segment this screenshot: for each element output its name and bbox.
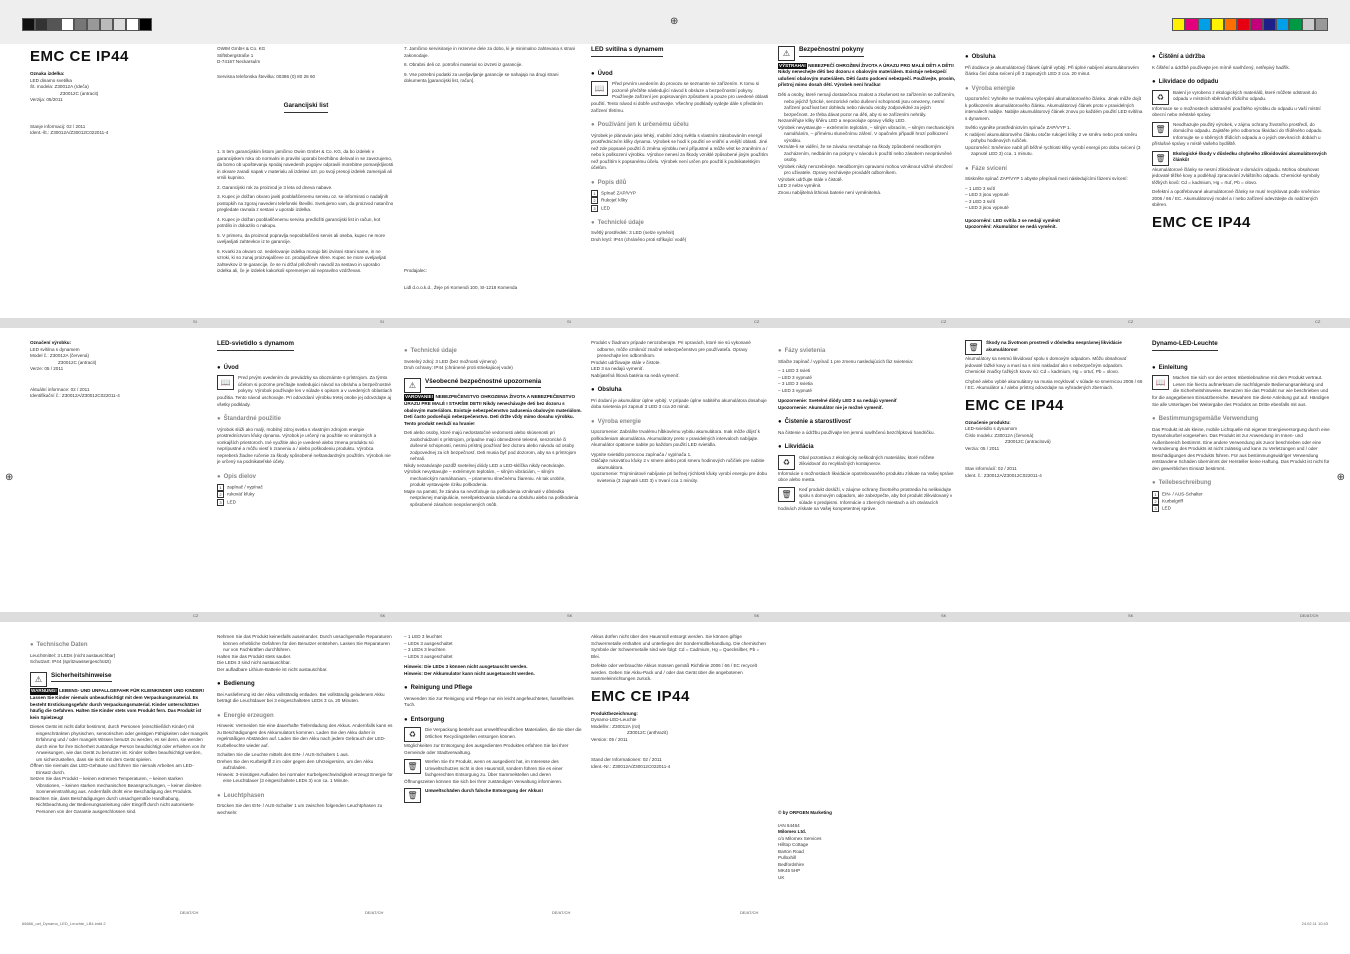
page-cz-operation: [965, 46, 1143, 316]
warranty-item: 8. Obrabni deli oz. potrošni material so izvzeti iz garancije.: [404, 62, 523, 68]
step-item: Schalten Sie die Leuchte mittels des EIN- / AUS-Schalters 1 aus.: [217, 752, 350, 758]
warranty-item: 2. Garancijski rok za proizvod je 3 leta od dneva nabave.: [217, 184, 333, 190]
tech-key: Leuchtmittel:: [30, 652, 57, 658]
cleaning-text: Verwenden Sie zur Reinigung und Pflege nur ein leicht angefeuchtetes, fusselfreies Tuch.: [404, 695, 574, 708]
battery-warning-heading: Ekologické škody v důsledku chybného zlikvidování akumulátorových článků!: [1173, 150, 1327, 163]
address-line: Pulloxhill: [778, 855, 797, 861]
print-slug-right: 24.02.11 10:43: [1301, 921, 1328, 926]
safety-bullet: Nabíjateľná lítiová batéria sa nedá vymeniť.: [591, 372, 680, 378]
part-row: [1152, 491, 1330, 498]
page-distributor: [778, 634, 956, 910]
model-value: Z30012A (rdeča): [54, 84, 89, 90]
phase-text: Stlačte zapínač / vypínač 1 pre zmenu nasledujúcich fáz svietenia:: [778, 358, 914, 364]
tech-value: IP44 (chráněno proti stříkající vodě): [613, 236, 687, 242]
disposal-text: Möglichkeiten zur Entsorgung des ausgedienten Produktes erfahren Sie bei Ihrer Gemeinde oder Stadtverwaltung.: [404, 743, 569, 755]
page-de-intro: [1152, 340, 1330, 610]
part-name: LED: [227, 499, 236, 505]
band-label: CZ: [941, 319, 947, 324]
warning-triangle-icon: ⚠: [778, 46, 795, 61]
safety-bullet: Halten Sie das Produkt stets sauber.: [217, 653, 292, 659]
page-de-product-info: [591, 634, 769, 910]
safety-bullet: Der aufladbare Lithium-Batterie ist nicht austauschbar.: [217, 666, 328, 672]
safety-bullet: Dieses Gerät ist nicht dafür bestimmt, durch Personen (einschließlich Kinder) mit eingeschränkten physischen, sensorischen oder geistigen Fähigkeiten oder mangels Erfahrung und / oder mangels Wissen benutzt zu werden, es sei denn, sie werden durch eine für ihre Sicherheit zuständige Person beaufsichtigt oder erhielten von ihr Anweisungen, wie das Gerät zu benutzen ist. Kinder sollten beaufsichtigt werden, um sicherzustellen, dass sie nicht mit dem Gerät spielen.: [30, 724, 208, 762]
band-label: DE/AT/CH: [180, 910, 199, 915]
section-band: [0, 318, 1350, 328]
crossed-bin-icon: 🗑: [404, 788, 421, 803]
page-de-disposal: [404, 634, 582, 910]
safety-bullet: Výrobek udržujte stále v čistotě.: [778, 176, 843, 182]
heading-intro: ● Úvod: [591, 70, 769, 79]
version-label: Verzija:: [30, 97, 46, 103]
warning-triangle-icon: ⚠: [404, 378, 421, 393]
disposal-text: Informácie o možnostiach likvidácie opotrebovaného produktu získate na Vašej správe obce alebo mesta.: [778, 470, 954, 483]
intro-text: Pred prvým uvedením do prevádzky sa oboznámte s prístrojom. Za týmto účelom si pozorne prečítajte nasledujúci návod na obsluhu a bezpečnostné pokyny. Výrobok používajte len v súlade s opisom a v uvedených oblastiach použitia. Tento návod uschovajte. Pri odovzdaní výrobku tretej osobe jej odovzdajte aj všetky podklady.: [217, 375, 393, 407]
manual-book-icon: 📖: [217, 375, 234, 390]
section-title: Bezpečnostní pokyny: [799, 46, 864, 57]
band-label: CZ: [1315, 319, 1321, 324]
version-value: 05 / 2011: [44, 366, 64, 372]
part-row: [591, 190, 769, 197]
band-label: SK: [754, 613, 760, 618]
cleaning-text: Na čistenie a údržbu používajte len jemnú navlhčenú bezchĺpkovú handričku.: [778, 429, 935, 435]
tech-value: 3 LED (bez možnosti výmeny): [435, 358, 497, 364]
safety-bullet: Deti alebo osoby, ktoré majú nedostatočné vedomosti alebo skúsenosti pri zaobchádzaní s prístrojom, prípadne majú obmedzené telesné, senzorické či duševné schopnosti, nesmú prístroj používať bez dozoru alebo návodu od osoby zodpovednej za ich bezpečnosť. Deti musia byť pod dozorom, aby sa s prístrojom nehrali.: [404, 430, 577, 462]
tech-value: IP44 (chránené proti striekajúcej vode): [434, 365, 513, 371]
model-label: Modellnr.:: [591, 723, 611, 729]
phase-item: – 3 LEDs 3 leuchten: [404, 647, 446, 653]
version-label: Version:: [591, 736, 608, 742]
warning-text: NEBEZPEČÍ OHROŽENÍ ŽIVOTA A ÚRAZU PRO MALÉ DĚTI A DĚTI! Nikdy nenechejte děti bez dozoru s obalovým materiálem. Existuje nebezpečí udušení obalovým materiálem. Děti často podcení nebezpečí. Používejte, prosím, přístroj mimo dosah dětí. Výrobek není hračka!: [778, 62, 956, 88]
model-value: Z30012C (antracit): [60, 90, 99, 96]
battery-warning-heading: Škody na životnom prostredí v dôsledku nesprávnej likvidácie akumulátorov!: [986, 340, 1122, 352]
heading-tech: ● Technické údaje: [591, 219, 769, 228]
band-label: SK: [941, 613, 947, 618]
part-number: 2: [591, 197, 598, 204]
phase-item: – 3 LED 3 svietia: [778, 381, 813, 387]
battery-text: Defekte oder verbrauchte Akkus müssen gemäß Richtlinie 2006 / 66 / EC recycelt werden. Geben Sie Akku-Pack und / oder das Gerät über die angebotenen Sammeleinrichtungen zurück.: [591, 663, 757, 682]
operation-text: Při dodávce je akumulátorový článek úplně vybitý. Při úplné nabíjení akumulátorovém článku činí doba svícení při 3 zapnutých LED 3 cca. 20 minut.: [965, 64, 1139, 77]
emc-ce-ip44-mark: EMC CE IP44: [965, 396, 1064, 414]
part-name: EIN- / AUS-Schalter: [1162, 491, 1203, 497]
step-item: Upozornenie: Trojminútové nabíjanie pri bežnej rýchlosti kľuky vyrobí energiu pre dobu svietenia (3 zapnuté LED 3) v trvaní cca 1 minúty.: [591, 471, 767, 483]
warranty-item: 4. Kupec je dolžan pooblaščenemu servisu predložiti garancijski list in račun, kot potrdilo in dokazilo o nakupu.: [217, 216, 381, 229]
page-sk-operation: [591, 340, 769, 610]
phase-item: – 1 LED 3 svítí: [965, 185, 996, 191]
page-si-warranty-cont: [404, 46, 582, 316]
battery-text: Akumulátory sa nesmú likvidovať spolu s domovým odpadom. Môžu obsahovať jedovaté ťažké kovy a musí sa s nimi nakladať ako s nebezpečným odpadom. Chemické značky ťažkých kovov sú: Cd = kadmium, Hg = ortuť, Pb = olovo.: [965, 356, 1127, 375]
step-item: Upozornění: Směrnice nabít při běžné rychlosti klíky vyrobí energii pro dobu svícení (3 zapnuté LED 3) cca. 1 minutu.: [965, 144, 1141, 157]
heading-parts: ● Teilebeschreibung: [1152, 479, 1330, 488]
address-line: UK: [778, 874, 785, 880]
heading-tech: ● Technické údaje: [404, 347, 582, 356]
energy-text: Upozornenie: Zabráňte trvalému hĺbkovému vybitiu akumulátora. Inak môže dôjsť k poškodeniam akumulátora. Akumulátory preto v pravidelných intervaloch nabíjajte. Akumulátor opätovne nabite po každom použití LED svietidla.: [591, 429, 760, 448]
phase-item: – LED 3 jsou vypnuté: [965, 205, 1009, 211]
manual-book-icon: 📖: [1152, 375, 1169, 390]
info-status: Stanje informacij: 02 / 2011: [30, 123, 86, 129]
heading-energy: ● Energie erzeugen: [217, 712, 395, 721]
tech-row: [591, 237, 769, 244]
ident-number: Ident. č.: Z30012A/Z30012C022011-4: [965, 473, 1042, 478]
disposal-text: Informace se o možnostech odstranění použitého výrobku do odpadu u Vaší místní obecní nebo městské správy.: [1152, 105, 1321, 118]
safety-bullet: Setzen Sie das Produkt – keinen extremen Temperaturen, – keinen starken Vibrationen, – keinen starken mechanischen Beanspruchungen, – keiner direkten Sonneneinstrahlung aus. Andernfalls droht eine Beschädigung des Produkts.: [30, 776, 202, 795]
part-row: [591, 197, 769, 204]
product-label: Produktbezeichnung:: [591, 710, 638, 716]
importer-address: Lidl d.o.o.k.d., Žeje pri Komendi 100, SI-1218 Komenda: [404, 285, 518, 291]
part-number: 3: [1152, 505, 1159, 512]
safety-bullet: Nezaměřujte klíky šňěru LED a nepovolujte opravy vlídky LED.: [778, 118, 906, 124]
model-value: Z30012C (antracitová): [1005, 439, 1051, 445]
band-label: SK: [1128, 613, 1134, 618]
recycle-icon: ♻: [778, 455, 795, 470]
part-row: [217, 484, 395, 491]
note-text: Upozornenie: Svetelné diódy LED 3 sa nedajú vymeniť: [778, 398, 898, 404]
address-line: c/o Milomex Services: [778, 835, 822, 841]
safety-bullet: Děti a osoby, které nemají dostatečnou znalost a zkušenost se zařízením se zařízením, nebo jejichž fyzické, senzorické nebo duševní schopnosti jsou omezeny, nesmí zařízení používat bez dohledu nebo návodu osoby zodpovědné za jejich bezpečnost. Je třeba dávat pozor na děti, aby si se zařízením nehrály.: [778, 92, 956, 117]
heading-operation: ● Obsluha: [965, 53, 1143, 62]
address-line: Hilltop Cottage: [778, 842, 809, 848]
registration-mark-icon: ⊕: [1336, 472, 1345, 483]
phase-item: – 3 LED 3 svítí: [965, 198, 996, 204]
cleaning-text: K čištění a údržbě používejte jen mírně navlhčený, netřepivý hadřík.: [1152, 64, 1290, 70]
part-name: zapínač / vypínač: [227, 484, 263, 490]
product-label: Oznaka izdelka:: [30, 71, 65, 77]
safety-bullet: LED 3 nelze vyměnit.: [778, 183, 822, 189]
part-number: 1: [217, 484, 224, 491]
safety-bullet: LED 3 sa nedajú vymeniť.: [591, 366, 644, 372]
company-name: Milomex Ltd.: [778, 829, 807, 835]
page-sk-phases: [778, 340, 956, 610]
part-name: Kurbelgriff: [1162, 498, 1183, 504]
part-number: 1: [591, 190, 598, 197]
step-item: Světlo vypněte prostřednictvím spínače ZAP/VYP 1.: [965, 125, 1071, 131]
phase-item: – LED 3 jsou vypnuté: [965, 192, 1009, 198]
note-text: Upozornění: LED svítila 3 se nedají vyměnit: [965, 217, 1060, 223]
step-item: Drehen Sie den Kurbelgriff 2 im oder gegen den Uhrzeigersinn, um den Akku aufzuladen.: [217, 758, 374, 771]
heading-cleaning: ● Čistenie a starostlivosť: [778, 418, 956, 427]
part-name: Rukojeť klíky: [601, 198, 628, 204]
page-de-operation: [217, 634, 395, 910]
disposal-text: Werfen Sie Ihr Produkt, wenn es ausgedient hat, im Interesse des Umweltschutzes nicht in den Hausmüll, sondern führen Sie es einer fachgerechten Entsorgung zu. Über Sammelstellen und deren Öffnungszeiten können Sie sich bei Ihrer zuständigen Verwaltung informieren.: [404, 759, 563, 784]
heading-operation: ● Obsluha: [591, 386, 769, 395]
safety-bullet: Výrobek nevystavujte – extrémním teplotám, – silným vibracím, – silným mechanickým namáháním, – přímému slunečnímu záření. V opačném případě hrozí poškození výrobku.: [778, 124, 955, 143]
page-cz-intro: [591, 46, 769, 316]
warning-text: LEBENS- UND UNFALLGEFAHR FÜR KLEINKINDER UND KINDER! Lassen Sie Kinder niemals unbeaufsichtigt mit dem Verpackungsmaterial. Es besteht Erstickungsgefahr durch Verpackungsmaterial. Kinder unterschätzen häufig die Gefahren. Halten Sie Kinder stets vom Produkt fern. Das Produkt ist kein Spielzeug!: [30, 688, 205, 720]
heading-cleaning: ● Reinigung und Pflege: [404, 684, 582, 693]
color-swatches-left: [22, 18, 152, 31]
part-row: [217, 491, 395, 498]
part-number: 2: [217, 491, 224, 498]
recycle-icon: ♻: [1152, 90, 1169, 105]
section-band: [0, 909, 1350, 917]
battery-text: Defektní a opotřebované akumulátorové články se musí recyklovat podle směrnice 2006 / 66 / EC. Akumulátorový model a / nebo zařízení odevzdejte do nabízených sběren.: [1152, 189, 1320, 208]
part-row: [591, 205, 769, 212]
address-line: D-74167 Neckarsulm: [217, 59, 261, 65]
part-name: Spínač ZAP/VYP: [601, 190, 636, 196]
product-name: Dynamo-LED-Leuchte: [591, 717, 637, 723]
band-label: SK: [567, 613, 573, 618]
step-item: Vypnite svietidlo pomocou zapínača / vypínača 1.: [591, 451, 692, 457]
safety-bullet: Výrobek nikdy nerozebírejte. Neodborným opravami mohou vzniknout vážné ohrožení pro uživatele. Opravy nechávejte provádět odborníkem.: [778, 163, 953, 176]
band-label: CZ: [754, 319, 760, 324]
battery-warning-heading: Umweltschäden durch falsche Entsorgung der Akkus!: [425, 788, 544, 794]
safety-bullet: Veznáte-li se vidění, že se závuku nevztahuje na škody způsobené neodborným zacházením, nedbáním na pokyny v návodu k použití nebo zásahem neoprávněné osoby.: [778, 144, 952, 163]
warranty-item: 3. Kupec je dolžan okvaro javiti pooblaščenemu servisu oz. se informirati o nadaljnih postopkih na zgoraj navedeni telefonski številki. Svetujemo vam, da proizvod natančno pregledate ravnala z sestavi v uporabi izdelka.: [217, 194, 394, 213]
heading-phases: ● Fázy svietenia: [778, 347, 956, 356]
brand-credit: © by ORFGEN Marketing: [778, 810, 832, 815]
warning-label: VÝSTRAHA!: [779, 62, 806, 68]
seller-label: Prodajalec:: [404, 267, 427, 273]
ian-number: IAN 64464: [778, 822, 800, 828]
part-number: 1: [1152, 491, 1159, 498]
crossed-bin-icon: 🗑: [778, 487, 795, 502]
safety-bullet: Öffnen Sie niemals das LED-Gehäuse und führen Sie niemals Arbeiten am LED-Einsatz durch.: [30, 763, 194, 775]
tech-value: IP44 (spritzwassergeschützt): [51, 659, 111, 665]
recycle-icon: ♻: [404, 727, 421, 742]
part-number: 3: [217, 499, 224, 506]
use-text: Výrobek je plánován jako lehký, mobilní zdroj světla s vlastním zásobováním energií prostřednictvím klíky dynama. Výrobek se hodí k použití ve vnitřní a vnější oblasti. Jiné než zde popsané použití či změna výrobku není přípustné a může vést ke zraněním a / nebo k poškození výrobku. Výrobce nenesí za škody vzniklé způsobené jiným použitím než použitím k popsanému účelu. Výrobek není určen pro použití k podnikatelským účelům.: [591, 132, 768, 171]
part-number: 2: [1152, 498, 1159, 505]
tech-value: 3 LEDs (nicht austauschbar): [57, 652, 116, 658]
model-value: Z30012A (rot): [612, 723, 641, 729]
heading-operation: ● Bedienung: [217, 680, 395, 689]
crossed-bin-icon: 🗑: [965, 340, 982, 355]
energy-text: Upozornění: Vyhněte se trvalému vyčerpání akumulátorového článku. Jinak může dojít k poškozením akumulátorového článku. Akumulátorový článek proto v pravidelných intervalech nabijte. Nabijte akumulátorový článek znovu po každém použití LED svítilna s dynamem.: [965, 96, 1143, 121]
phase-text: Drücken Sie den EIN- / AUS-Schalter 1 um zwischen folgenden Leuchtphasen zu wechseln:: [217, 803, 383, 815]
ident-number: Ident.-št.: Z30012A/Z30012C022011-4: [30, 130, 109, 136]
model-label: Št. modela:: [30, 84, 54, 90]
model-value: Z30012A (červená): [49, 353, 89, 359]
heading-intro: ● Einleitung: [1152, 364, 1330, 373]
part-number: 3: [591, 205, 598, 212]
safety-bullet: Produkt v žiadnom prípade nerozoberajte. Pri opravách, ktoré nie sú vykonané odborne, môže vzniknúť značné nebezpečenstvo pre používateľa. Opravy prenechajte len odborníkom.: [591, 340, 751, 359]
note-text: Hinweis: Die LEDs 3 können nicht ausgetauscht werden.: [404, 664, 528, 670]
part-row: [1152, 505, 1330, 512]
color-swatches-right: [1172, 18, 1328, 31]
heading-energy: ● Výroba energie: [591, 418, 769, 427]
warranty-item: 1. S tem garancijskim listom jamčimo Owim GmbH & Co. KG, da bo izdelek v garancijskem roku ob normalni in pravilni uporabi brezhibno deloval in se zavezujemo, da bomo ob upoštevanju spodaj navedenih pogojev odpravili morebitne pomanjkljivosti in okvare zaradi napak v materialu ali izdelavi ozr. po svoji presoji izdelek zamenjali ali vrnili kupnino.: [217, 149, 394, 181]
safety-bullet: Produkt udržiavajte stále v čistote.: [591, 359, 661, 365]
disposal-text: Obal pozostáva z ekologicky neškodných materiálov, ktoré môžete zlikvidovať do recyklačných kontajnerov.: [799, 454, 935, 467]
operation-text: Bei Auslieferung ist der Akku vollständig entladen. Bei vollständig geladenem Akku beträgt die Leuchtdauer bei 3 eingeschalteten LEDs 3 ca. 20 Minuten.: [217, 691, 385, 704]
note-text: Hinweis: Der Akkumulator kann nicht ausgetauscht werden.: [404, 670, 535, 676]
heading-use: ● Bestimmungsgemäße Verwendung: [1152, 415, 1330, 424]
info-status: Stav informácií: 02 / 2011: [965, 466, 1017, 472]
heading-cleaning: ● Čištění a údržba: [1152, 53, 1330, 62]
step-item: K nabíjení akumulátorového článku otočte rukojetí klíky 2 ve směru nebo proti směru pohybu hodinových ručiček.: [965, 131, 1138, 144]
band-label: DE/AT/CH: [740, 910, 759, 915]
part-name: LED: [601, 205, 610, 211]
step-item: Otáčajte rukoväťou kľuky 2 v smere alebo proti smeru hodinových ručičiek pre nabitie akumulátora.: [591, 458, 765, 470]
band-label: SK: [380, 613, 386, 618]
safety-bullet: Die LEDs 3 sind nicht austauschbar.: [217, 660, 291, 666]
product-name: LED dinamo svetilka: [30, 77, 72, 83]
section-title: Dynamo-LED-Leuchte: [1152, 340, 1218, 351]
heading-disposal: ● Entsorgung: [404, 716, 582, 725]
warranty-item: 5. V primeru, da proizvod popravlja nepooblaščeni servis ali oseba, kupec ne more uveljavljati zahtevkov iz te garancije.: [217, 232, 386, 245]
safety-bullet: Výrobok nevystavujte – extrémnym teplotám, – silným vibráciám, – silným mechanickým namáhaniam, – priamemu slnečnému žiareniu. Ak tak urobíte, produkt vystavujete riziku poškodenia.: [404, 469, 566, 488]
warranty-item: 7. Jamčimo servisiranje in rezervne dele za dobo, ki je minimalno zahtevana s strani zakonodaje.: [404, 46, 576, 58]
address-line: Stiftsbergstraße 1: [217, 52, 254, 58]
heading-disposal: ● Likvidace do odpadu: [1152, 78, 1330, 87]
address-line: OWIM GmbH & Co. KG: [217, 46, 266, 51]
safety-bullet: Beachten Sie, dass Beschädigungen durch unsachgemäße Handhabung, Nichtbeachtung der Bedienungsanleitung oder Eingriff durch nicht autorisierte Personen von der Garantie ausgeschlossen sind.: [30, 795, 194, 814]
product-label: Označenie produktu:: [965, 419, 1011, 425]
heading-disposal: ● Likvidácia: [778, 443, 956, 452]
version-label: Verzia:: [965, 445, 980, 451]
heading-intro: ● Úvod: [217, 364, 395, 373]
safety-bullet: Znovu nabíjitelná lithiová baterie není vyměnitelná.: [778, 189, 882, 195]
use-text: Výrobok slúži ako malý, mobilný zdroj svetla s vlastným zdrojom energie prostredníctvom kľuky dynama. Výrobok je určený na použitie vo vnútorných a vonkajších priestoroch. Iné využitie ako je uvedené alebo zmena produktu sú neprípustné a môžu viesť k zraneniu a / alebo poškodeniu produktu. Výrobca nepreberá žiadne ručenie za škody spôsobené neštandardným použitím. Výrobok nie je určený na podnikateľské účely.: [217, 426, 391, 465]
model-value: Z30012A (červená): [994, 432, 1034, 438]
energy-text: Hinweis: Vermeiden Sie eine dauerhafte Tiefentladung des Akkus. Andernfalls kann es zu Beschädigungen des Akkumulators kommen. Laden Sie den Akku daher in regelmäßigen Abständen auf. Laden Sie den Akku nach jedem Gebrauch der LED-Kurbelleuchte wieder auf.: [217, 723, 393, 748]
warranty-item: 9. Vse potrebni podatki za uveljavljanje garancije se nahajajo na drugi strani dokumenta [garancijski list, račun].: [404, 71, 559, 84]
phase-item: – LEDs 3 ausgeschaltet: [404, 653, 453, 659]
note-text: Upozornění: Akumulátor se nedá vyměnit.: [965, 224, 1057, 230]
warning-triangle-icon: ⚠: [30, 672, 47, 687]
address-line: Barton Road: [778, 848, 804, 854]
disposal-text: Neodhazujte použitý výrobek, v zájmu ochrany životního prostředí, do domácího odpadu. Zajistěte jeho odbornou likvidaci do tříděného odpadu. Informujte se o sběrných třídicích odpadu a o jejich otevíracích dobách u příslušné správy v místě Vašeho bydliště.: [1152, 121, 1323, 147]
band-label: SI: [567, 319, 571, 324]
emc-ce-ip44-mark: EMC CE IP44: [591, 687, 690, 705]
heading-energy: ● Výroba energie: [965, 85, 1143, 94]
section-title: Všeobecné bezpečnostné upozornenia: [425, 378, 541, 389]
part-name: rukoväť kľuky: [227, 492, 255, 498]
warranty-item: 6. Kvarki za okvaro oz. nedelovanje izdelka morajo biti izvirani strani same, in ne vzroki, ki so zunaj proizvajalčeve oz. prodajalčeve sfere. Kupec ne more uveljavljati zahtevkov iz te garancije, če se ni držal priloženih navodil za sestavo in uporabo izdelka ali, če je izdelek kakorkoli spremenjen ali nepravilno vzdrževan.: [217, 248, 387, 274]
model-value: Z30012C (antracit): [58, 359, 97, 365]
page-de-safety: [30, 634, 208, 910]
print-crop-bar: [0, 0, 1350, 44]
service-phone: Servisna telefonska številka: 00386 (0) 80 28 60: [217, 73, 316, 79]
version-value: 05/2011: [46, 97, 63, 103]
phase-item: – LED 3 vypnuté: [778, 374, 812, 380]
page-cz-disposal: [1152, 46, 1330, 316]
battery-text: Akkus dürfen nicht über den Hausmüll entsorgt werden. Sie können giftige Schwermetalle enthalten und unterliegen der Sondermüllbehandlung. Die chemischen Symbole der Schwermetalle sind wie folgt: Cd = Cadmium, Hg = Quecksilber, Pb = Blei.: [591, 634, 766, 659]
part-row: [217, 499, 395, 506]
address-line: Bedfordshire: [778, 861, 805, 867]
heading-tech: ● Technische Daten: [30, 641, 208, 650]
warning-label: WARNUNG!: [31, 688, 57, 694]
crossed-bin-icon: 🗑: [404, 759, 421, 774]
section-band: [0, 612, 1350, 622]
tech-row: [404, 365, 582, 372]
page-si-product-info: [30, 46, 208, 316]
intro-text: Před prvním uvedením do provozu se seznamte se zařízením. K tomu si pozorně přečtěte následující návod k obsluze a bezpečnostní pokyny. Používejte zařízení jen popisovaným způsobem a pouze pro uvedené oblasti použití. Tento návod si dobře uschovejte. Všechny podklady vydejte dále s předáním zařízení třetímu.: [591, 81, 769, 113]
page-cz-safety: [778, 46, 956, 316]
page-cz-product-info: [30, 340, 208, 610]
safety-bullet: Nehmen Sie das Produkt keinesfalls auseinander. Durch unsachgemäße Reparaturen können erhebliche Gefahren für den Benutzer entstehen. Lassen Sie Reparaturen nur von Fachkräften durchführen.: [217, 634, 392, 653]
model-label: Číslo modelu:: [965, 432, 994, 438]
band-label: DE/AT/CH: [1300, 613, 1319, 618]
battery-text: Akumulátorové články se nesmí zlikvidovat v domácím odpadu. Mohou obsahovat jedovaté těžké kovy a podléhají zpracování zvláštního odpadu. Chemické symboly těžkých kovů: Cd = kadmium, Hg = rtuť, Pb = olovo.: [1152, 166, 1320, 185]
part-name: LED: [1162, 505, 1171, 511]
heading-parts: ● Opis dielov: [217, 473, 395, 482]
phase-item: – 1 LED 3 svieti: [778, 368, 811, 374]
part-row: [1152, 498, 1330, 505]
tech-value: 3 LED (nelze vyměnit): [629, 230, 675, 236]
heading-use: ● Štandardné použitie: [217, 415, 395, 424]
page-sk-intro: [217, 340, 395, 610]
tech-key: Druh krytí:: [591, 236, 613, 242]
tech-row: [30, 659, 208, 666]
section-title: Sicherheitshinweise: [51, 672, 112, 683]
print-slug-left: 66666_ozt_Dynamo_LED_Leuchte_LB4.indd 2: [22, 921, 106, 926]
info-status: Aktuální informace: 02 / 2011: [30, 386, 90, 392]
product-name: LED svítilna s dynamem: [30, 346, 80, 352]
version-label: Verze:: [30, 366, 44, 372]
phase-text: Stiskněte spínač ZAP/VYP 1 abyste přepínali mezi následujícími fázemi svícení:: [965, 176, 1128, 182]
band-label: CZ: [193, 613, 199, 618]
product-label: Označení výrobku:: [30, 340, 72, 345]
battery-text: Chybné alebo vybité akumulátory sa musia recyklovať v súlade so smernicou 2006 / 66 / EC. Akumulátor a / alebo prístroj odovzdajte na vyhradených zberniach.: [965, 378, 1143, 391]
phase-item: – LED 3 vypnuté: [778, 387, 812, 393]
disposal-text: Balení je vyrobeno z ekologických materiálů, které můžete odstranit do odpadu v místních sběrnách třídicího odpadu.: [1173, 89, 1317, 102]
emc-ce-ip44-mark: EMC CE IP44: [1152, 213, 1251, 231]
info-status: Stand der Informationen: 02 / 2011: [591, 757, 662, 763]
warning-label: VAROVANIE!: [405, 394, 434, 400]
note-text: Upozornenie: Akumulátor nie je možné vymeniť.: [778, 404, 884, 410]
safety-bullet: Majte na pamäti, že záruka sa nevzťahuje na poškodenia vzniknuté v dôsledku nesprávnej manipulácie, nerešpektovania návodu na obsluhu alebo na poškodenia spôsobené zásahom neoprávnených osôb.: [404, 488, 579, 507]
tech-key: Svetelný zdroj:: [404, 358, 435, 364]
tech-key: Světlý prostředek:: [591, 230, 628, 236]
registration-mark-icon: ⊕: [5, 472, 14, 483]
band-label: SI: [380, 319, 384, 324]
disposal-text: Keď produkt doslúži, v záujme ochrany životného prostredia ho nelikvidujte spolu s domovým odpadom, ale zabezpečte, aby bol produkt zlikvidovaný v súlade s predpismi. Informácie o zberných miestach a ich otváracích hodinách získate na Vašej kompetentnej správe.: [778, 486, 953, 512]
emc-ce-ip44-mark: EMC CE IP44: [30, 48, 129, 65]
phase-item: – 1 LED 3 leuchtet: [404, 634, 442, 639]
page-sk-battery: [965, 340, 1143, 610]
phase-item: – LEDs 3 ausgeschaltet: [404, 640, 453, 646]
band-label: CZ: [1128, 319, 1134, 324]
intro-text: Machen Sie sich vor der ersten Inbetriebnahme mit dem Produkt vertraut. Lesen Sie hierzu aufmerksam die nachfolgende Bedienungsanleitung und die Sicherheitshinweise. Benutzen Sie das Produkt nur wie beschrieben und für die angegebenen Einsatzbereiche. Bewahren Sie diese Anleitung gut auf. Händigen Sie alle Unterlagen bei Weitergabe des Produkts an Dritte ebenfalls mit aus.: [1152, 375, 1330, 407]
page-sk-safety: [404, 340, 582, 610]
disposal-text: Die Verpackung besteht aus umweltfreundlichen Materialien, die Sie über die örtlichen Recyclingstellen entsorgen können.: [425, 727, 582, 739]
ident-number: Ident.-Nr.: Z30012A/Z30012C022011-4: [591, 764, 671, 769]
section-title: LED-svietidlo s dynamom: [217, 340, 294, 351]
crossed-bin-icon: 🗑: [1152, 151, 1169, 166]
heading-use: ● Používání jen k určenému účelu: [591, 121, 769, 130]
warning-text: NEBEZPEČENSTVO OHROZENIA ŽIVOTA A NEBEZPEČENSTVO ÚRAZU PRE MALÉ I STARŠIE DETI! Nikdy nenechávajte deti bez dozoru s obalovým materiálom. Existuje nebezpečenstvo zadusenia obalovým materiálom. Deti často podceňujú nebezpečenstvo. Deti držte vždy mimo dosahu výrobku. Tento produkt nesluží na hranie!: [404, 394, 582, 426]
registration-mark-icon: ⊕: [670, 16, 679, 27]
crossed-bin-icon: 🗑: [1152, 122, 1169, 137]
operation-text: Pri dodaní je akumulátor úplne vybitý. V prípade úplne nabitého akumulátora dosahuje doba svietenia pri zapnutí 3 LED 3 cca 20 minút.: [591, 397, 767, 410]
model-value: Z30012C (anthrazit): [627, 730, 668, 736]
version-value: 05 / 2011: [980, 445, 1000, 451]
use-text: Das Produkt ist als kleine, mobile Lichtquelle mit eigener Energieversorgung durch eine Dynamokurbel vorgesehen. Das Produkt ist zur Anwendung im Innen- und Außenbereich bestimmt. Eine andere Verwendung als zuvor beschrieben oder eine Veränderung des Produkts ist nicht zulässig und kann zu Verletzungen und / oder Beschädigungen des Produkts führen. Für aus bestimmungswidriger Verwendung entstandene Schäden übernimmt der Hersteller keine Haftung. Das Produkt ist nicht für den gewerblichen Einsatz bestimmt.: [1152, 426, 1330, 471]
band-label: DE/AT/CH: [365, 910, 384, 915]
tech-key: Schutzart:: [30, 659, 51, 665]
heading-phases: ● Fáze svícení: [965, 165, 1143, 174]
ident-number: Identifikační č.: Z30012A/Z30012C022011-4: [30, 393, 120, 399]
version-value: 05 / 2011: [608, 736, 628, 742]
band-label: DE/AT/CH: [552, 910, 571, 915]
address-line: MK45 5HP: [778, 868, 801, 874]
safety-bullet: Nikdy nezatvárajte pozdĺž svetelnej diódy LED a LED-sklíčka nikdy neotvárajte.: [404, 462, 566, 468]
heading-parts: ● Popis dílů: [591, 179, 769, 188]
section-title: LED svítilna s dynamem: [591, 46, 663, 57]
page-si-warranty: [217, 46, 395, 316]
tech-key: Druh ochrany:: [404, 365, 433, 371]
warranty-title: Garancijski list: [284, 102, 329, 113]
product-name: LED-svietidlo s dynamom: [965, 426, 1018, 432]
band-label: SI: [193, 319, 197, 324]
step-item: Hinweis: 3-minütiges Aufladen bei normaler Kurbelgeschwindigkeit erzeugt Energie für eine Leuchtdauer (3 eingeschaltete LEDs 3) von ca. 1 Minute.: [217, 771, 393, 784]
model-label: Model č.:: [30, 353, 49, 359]
heading-phases: ● Leuchtphasen: [217, 792, 395, 801]
manual-book-icon: 📖: [591, 81, 608, 96]
